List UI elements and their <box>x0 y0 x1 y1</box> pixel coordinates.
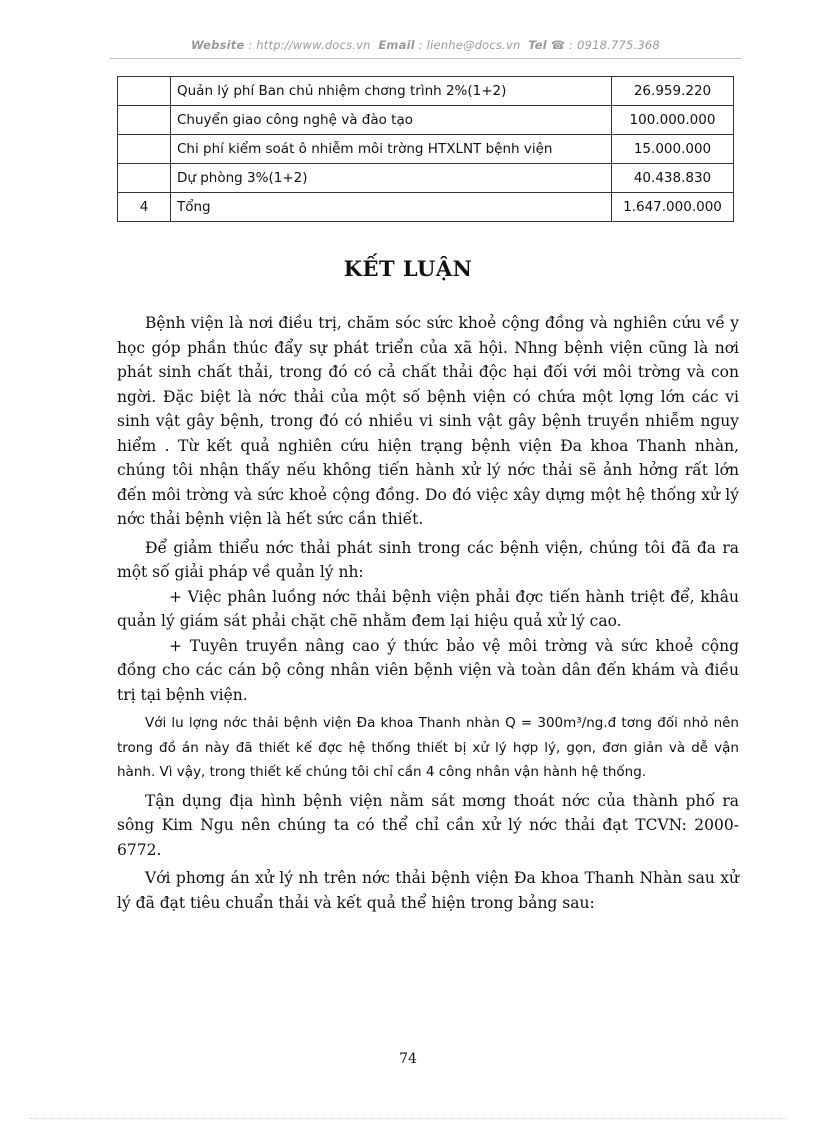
paragraph-terrain: Tận dụng địa hình bệnh viện nằm sát mơng thoát nớc của thành phố ra sông Kim Ngu nên chúng ta có thể chỉ cần xử lý nớc thải đạt TCVN: 2000-6772. <box>117 791 739 859</box>
tel-value: ☎ : 0918.775.368 <box>550 38 660 52</box>
row-description: Tổng <box>171 193 612 222</box>
row-description: Quản lý phí Ban chủ nhiệm chơng trình 2%(1+2) <box>171 77 612 106</box>
website-value: : http://www.docs.vn <box>248 38 371 52</box>
section-title: KẾT LUẬN <box>343 256 473 281</box>
row-description: Dự phòng 3%(1+2) <box>171 164 612 193</box>
row-value: 15.000.000 <box>612 135 734 164</box>
page-number: 74 <box>399 1051 417 1067</box>
row-value: 1.647.000.000 <box>612 193 734 222</box>
table-row <box>118 106 734 135</box>
row-number <box>118 106 171 135</box>
table-row-total <box>118 193 734 222</box>
footer-divider <box>30 1118 786 1119</box>
row-value: 40.438.830 <box>612 164 734 193</box>
row-number: 4 <box>118 193 171 222</box>
row-number <box>118 164 171 193</box>
table-row <box>118 164 734 193</box>
email-value: : lienhe@docs.vn <box>418 38 521 52</box>
paragraph-intro: Bệnh viện là nơi điều trị, chăm sóc sức khoẻ cộng đồng và nghiên cứu về y học góp phần thúc đẩy sự phát triển của xã hội. Nhng bệnh viện cũng là nơi phát sinh chất thải, trong đó có cả chất thải độc hại đối với môi trờng và con ngời. Đặc biệt là nớc thải của một số bệnh viện có chứa một lợng lớn các vi sinh vật gây bệnh, trong đó có nhiều vi sinh vật gây bệnh truyền nhiễm nguy hiểm . Từ kết quả nghiên cứu hiện trạng bệnh viện Đa khoa Thanh nhàn, chúng tôi nhận thấy nếu không tiến hành xử lý nớc thải sẽ ảnh hởng rất lớn đến môi trờng và sức khoẻ cộng đồng. Do đó việc xây dựng một hệ thống xử lý nớc thải bệnh viện là hết sức cần thiết. <box>117 314 739 528</box>
paragraph-measures: Để giảm thiểu nớc thải phát sinh trong các bệnh viện, chúng tôi đã đa ra một số giải pháp về quản lý nh: <box>117 538 739 581</box>
paragraph-bullet-1: + Việc phân luồng nớc thải bệnh viện phải đợc tiến hành triệt để, khâu quản lý giám sát phải chặt chẽ nhằm đem lại hiệu quả xử lý cao. <box>117 587 739 630</box>
conclusion-body <box>117 311 739 915</box>
table-row <box>118 135 734 164</box>
row-description: Chi phí kiểm soát ô nhiễm môi trờng HTXLNT bệnh viện <box>171 135 612 164</box>
cost-table <box>117 76 734 222</box>
paragraph-results: Với phơng án xử lý nh trên nớc thải bệnh viện Đa khoa Thanh Nhàn sau xử lý đã đạt tiêu chuẩn thải và kết quả thể hiện trong bảng sau: <box>117 869 739 912</box>
email-label: Email <box>378 38 415 52</box>
paragraph-bullet-2: + Tuyên truyền nâng cao ý thức bảo vệ môi trờng và sức khoẻ cộng đồng cho các cán bộ công nhân viên bệnh viện và toàn dân đến khám và điều trị tại bệnh viện. <box>117 636 739 704</box>
row-description: Chuyển giao công nghệ và đào tạo <box>171 106 612 135</box>
row-number <box>118 135 171 164</box>
row-value: 100.000.000 <box>612 106 734 135</box>
header-divider <box>110 58 741 59</box>
page-header <box>110 38 741 56</box>
row-number <box>118 77 171 106</box>
tel-label: Tel <box>528 38 547 52</box>
website-label: Website <box>191 38 245 52</box>
table-row <box>118 77 734 106</box>
row-value: 26.959.220 <box>612 77 734 106</box>
paragraph-flow-rate: Với lu lợng nớc thải bệnh viện Đa khoa Thanh nhàn Q = 300m³/ng.đ tơng đối nhỏ nên trong đồ án này đã thiết kế đợc hệ thống thiết bị xử lý hợp lý, gọn, đơn giản và dễ vận hành. Vì vậy, trong thiết kế chúng tôi chỉ cần 4 công nhân vận hành hệ thống. <box>117 715 739 780</box>
